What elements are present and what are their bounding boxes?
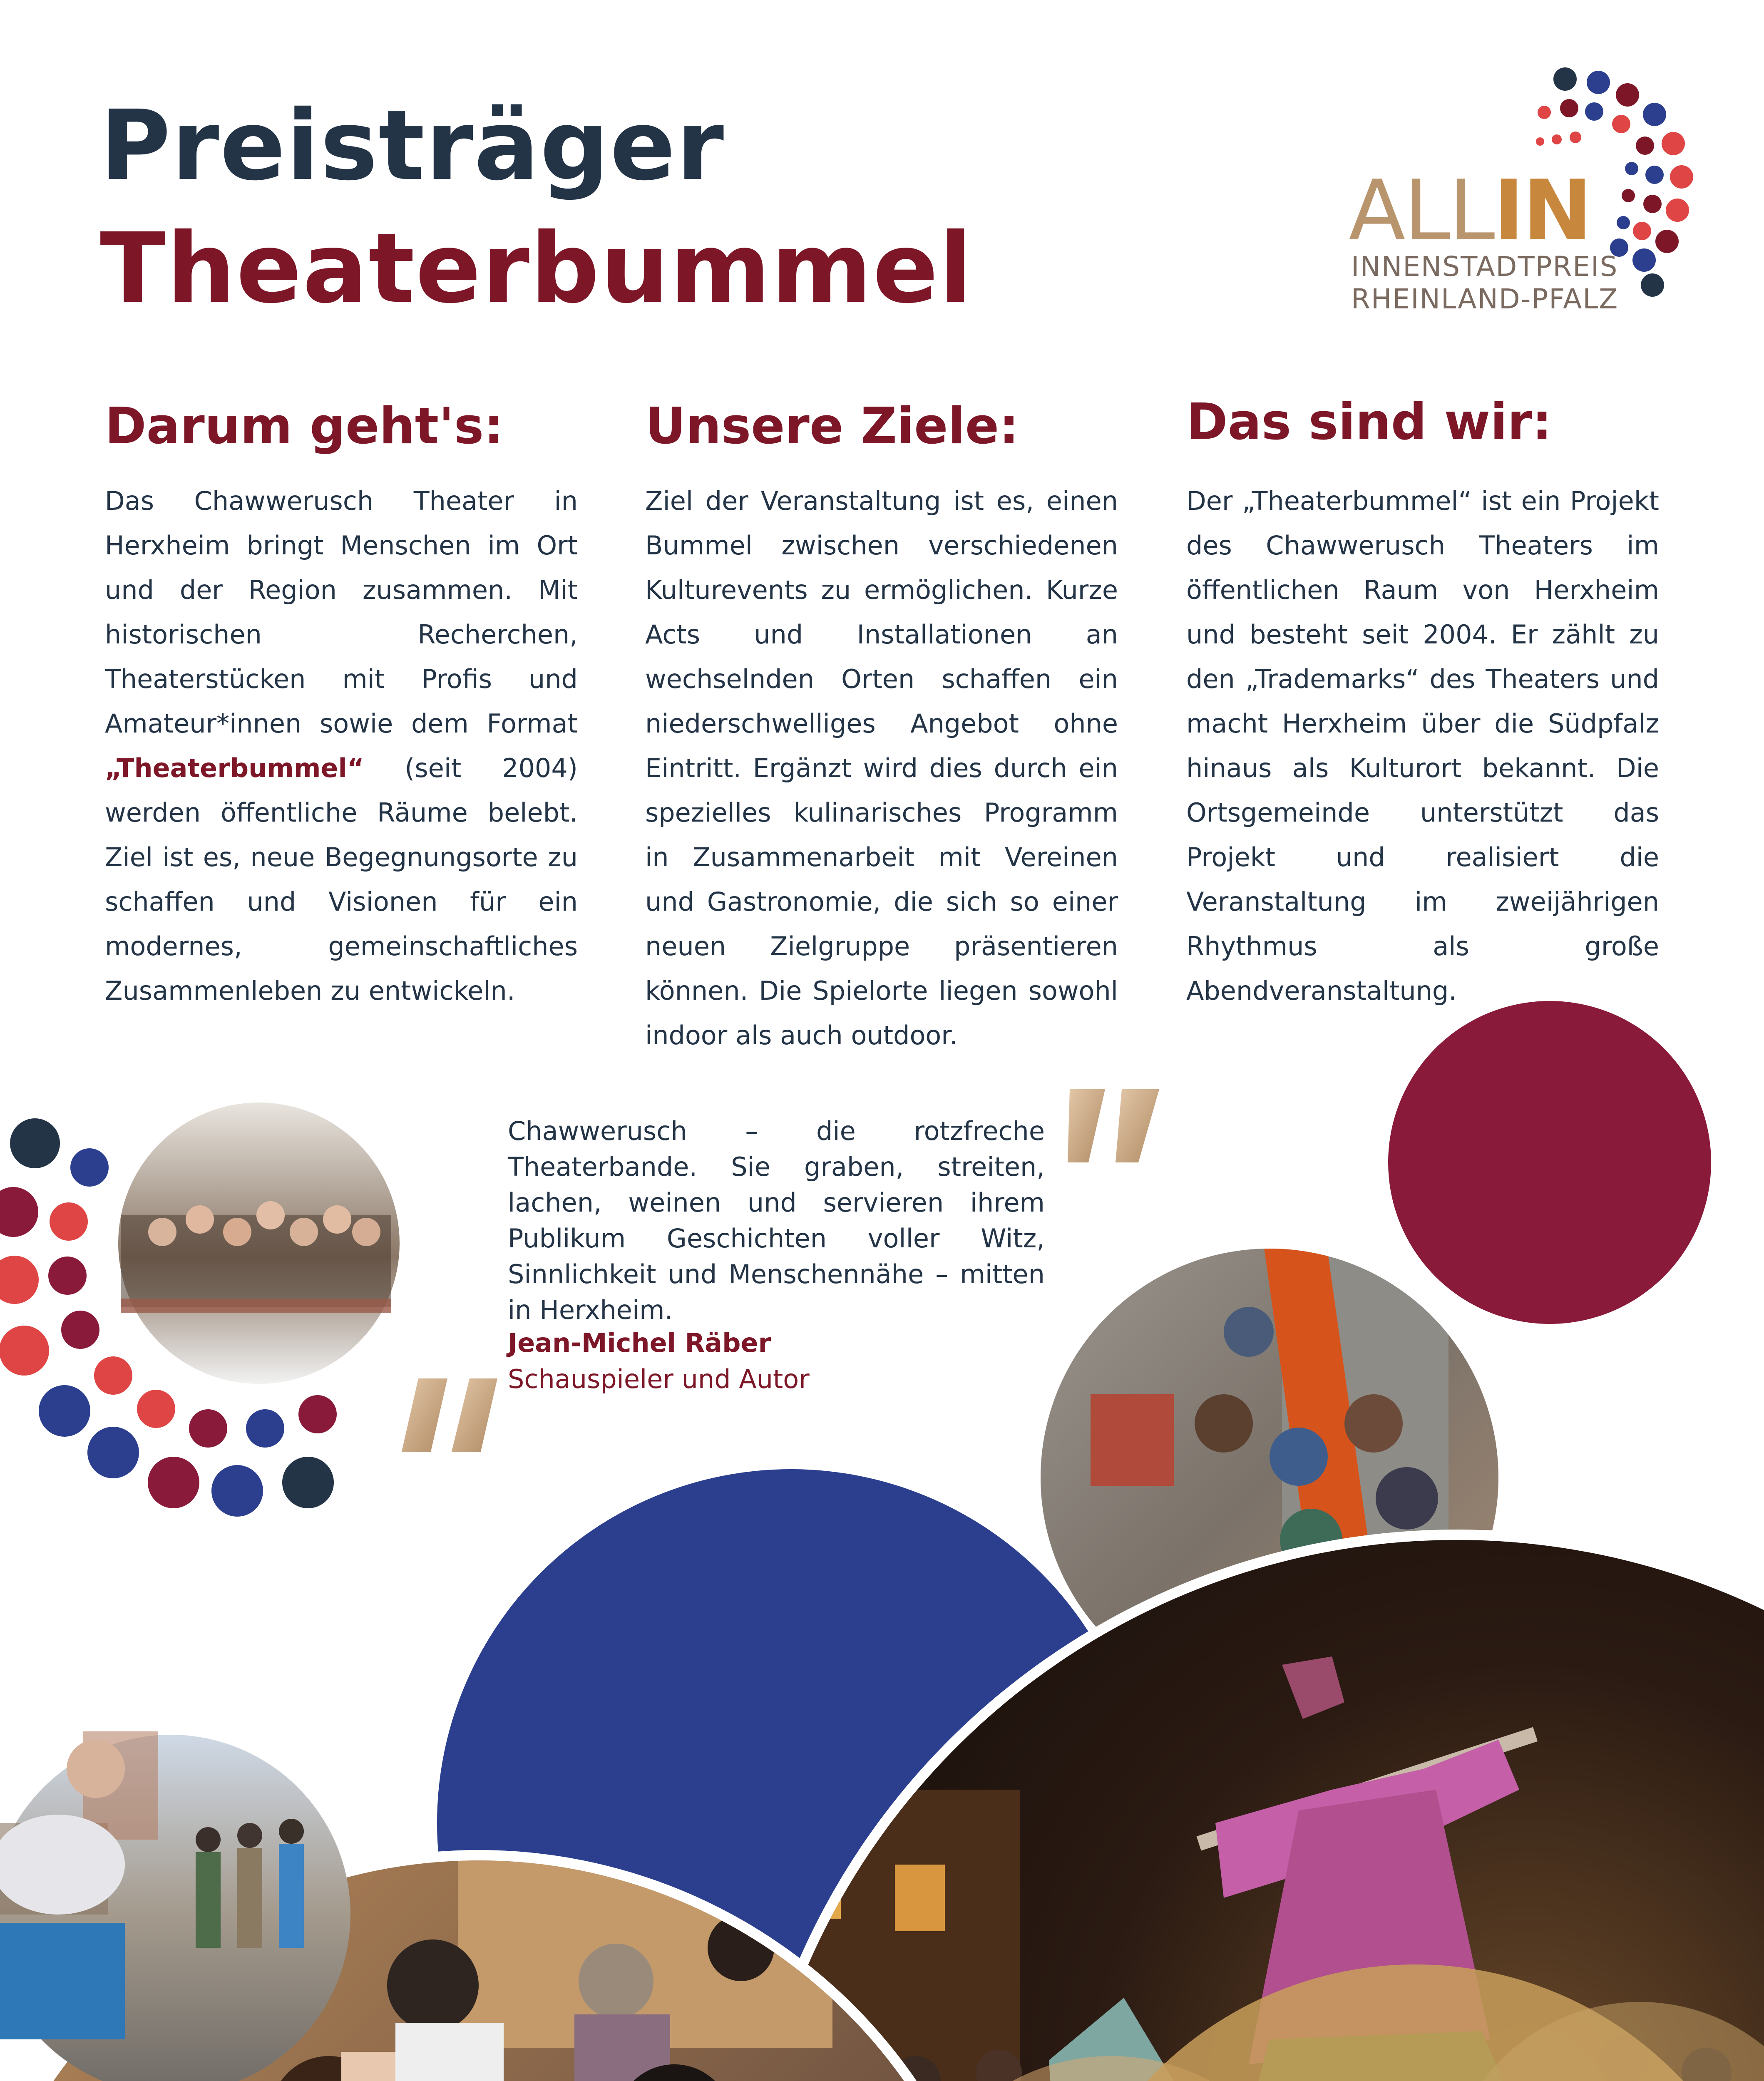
text-ziele: Ziel der Veranstaltung ist es, einen Bummel zwischen verschiedenen Kulturevents zu ermöglichen. Kurze Acts und Installationen an wechselnden Orten schaffen ein niederschwelliges Angebot ohne Eintritt. Ergänzt wird dies durch ein spezielles kulinarisches Programm in Zusammenarbeit mit Vereinen und Gastronomie, die sich so einer neuen Zielgruppe präsentieren können. Die Spielorte liegen sowohl indoor als auch outdoor. <box>645 486 1118 1050</box>
quote-author: Jean-Michel Räber <box>508 1328 771 1358</box>
heading-darum: Darum geht's: <box>105 397 504 455</box>
title-line-2: Theaterbummel <box>100 212 973 325</box>
heading-ziele: Unsere Ziele: <box>645 397 1019 455</box>
logo-in-text: IN <box>1493 162 1591 259</box>
text-darum-part-2: (seit 2004) werden öffentliche Räume belebt. Ziel ist es, neue Begegnungsorte zu schaffen und Visionen für ein modernes, gemeinschaftliches Zusammenleben zu entwickeln. <box>105 753 578 1006</box>
quote-text: Chawwerusch – die rotzfreche Theaterbande. Sie graben, streiten, lachen, weinen und servieren ihrem Publikum Geschichten voller Witz, Sinnlichkeit und Menschennähe – mitten in Herxheim. <box>508 1116 1045 1325</box>
quote-author-role: Schauspieler und Autor <box>508 1364 810 1394</box>
logo-subtitle-line-2: RHEINLAND-PFALZ <box>1351 283 1619 315</box>
logo-subtitle-line-1: INNENSTADTPREIS <box>1351 251 1618 283</box>
heading-wir: Das sind wir: <box>1186 393 1552 451</box>
theaterbummel-highlight: „Theaterbummel“ <box>105 753 364 783</box>
text-darum-part-1: Das Chawwerusch Theater in Herxheim bringt Menschen im Ort und der Region zusammen. Mit historischen Recherchen, Theaterstücken mit Profis und Amateur*innen sowie dem Format <box>105 486 578 739</box>
logo-all-text: ALL <box>1349 162 1493 259</box>
text-wir: Der „Theaterbummel“ ist ein Projekt des Chawwerusch Theaters im öffentlichen Raum von Herxheim und besteht seit 2004. Er zählt zu den „Trademarks“ des Theaters und macht Herxheim über die Südpfalz hinaus als Kulturort bekannt. Die Ortsgemeinde unterstützt das Projekt und realisiert die Veranstaltung im zweijährigen Rhythmus als große Abendveranstaltung. <box>1186 486 1659 1006</box>
title-line-1: Preisträger <box>100 89 725 202</box>
